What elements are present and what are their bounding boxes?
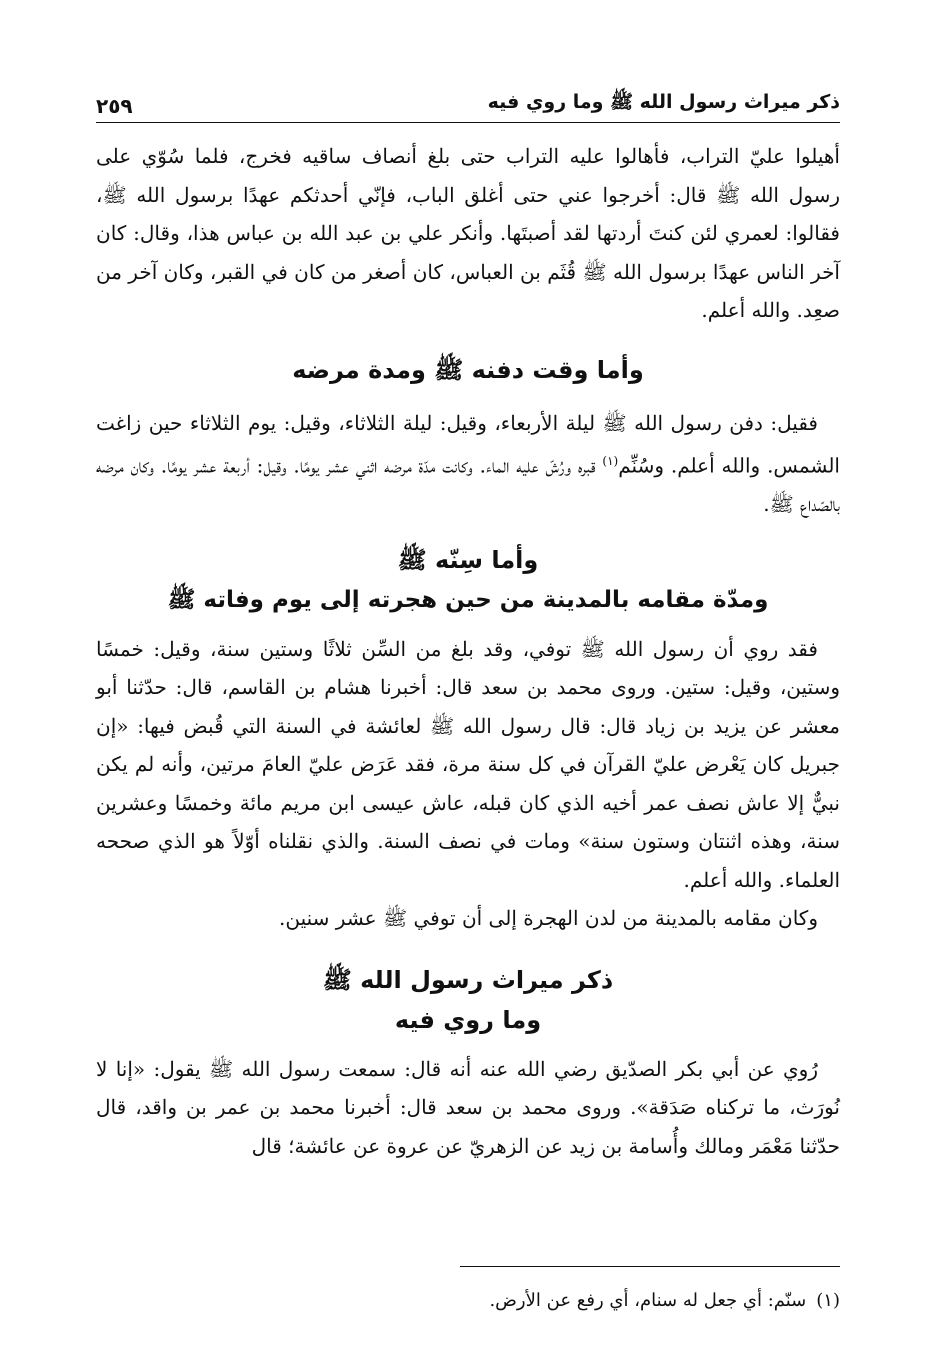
heading-inheritance: ذكر ميراث رسول الله ﷺ [322, 965, 614, 994]
footnote-marker: (١) [602, 454, 619, 468]
paragraph-burial-account: أهيلوا عليّ التراب، فأهالوا عليه التراب حتى بلغ أنصاف ساقيه فخرج، فلما سُوّي على رسول الله ﷺ قال: أخرجوا عني حتى أغلق الباب، فإنّي أحدثكم عهدًا برسول الله ﷺ، فقالوا: لعمري لئن كنتَ أردتها لقد أصبتَها. وأنكر علي بن عبد الله بن عباس هذا، وقال: كان آخر الناس عهدًا برسول الله ﷺ قُثَم بن العباس، كان أصغر من كان في القبر، وكان آخر من صعِد. والله أعلم. [96, 144, 840, 322]
heading-age: وأما سِنّه ﷺ [397, 545, 539, 574]
page-number: ٢٥٩ [96, 94, 133, 118]
paragraph-inheritance-narration: رُوي عن أبي بكر الصدّيق رضي الله عنه أنه قال: سمعت رسول الله ﷺ يقول: «إنا لا نُورَث، ما تركناه صَدَقة». وروى محمد بن سعد قال: أخبرنا محمد بن عمر بن واقد، قال حدّثنا مَعْمَر ومالك وأُسامة بن زيد عن الزهريّ عن عروة عن عائشة؛ قال [96, 1056, 840, 1158]
footnote-number: (١) [816, 1290, 840, 1311]
running-title: ذكر ميراث رسول الله ﷺ وما روي فيه [487, 91, 840, 113]
paragraph-medina-duration: وكان مقامه بالمدينة من لدن الهجرة إلى أن توفي ﷺ عشر سنين. [279, 906, 818, 931]
paragraph-burial-time [96, 404, 840, 524]
footnote-rule [460, 1266, 840, 1267]
heading-medina-stay: ومدّة مقامه بالمدينة من حين هجرته إلى يوم وفاته ﷺ [167, 586, 769, 613]
heading-burial-time: وأما وقت دفنه ﷺ ومدة مرضه [292, 355, 644, 384]
footnote [96, 1286, 840, 1316]
document-page [96, 78, 840, 1338]
paragraph-burial-time-part1: فقيل: دفن رسول الله ﷺ ليلة الأربعاء، وقيل: ليلة الثلاثاء، وقيل: يوم الثلاثاء حين زاغت الشمس. والله أعلم. وسُنِّم [96, 410, 840, 478]
heading-inheritance-narrations: وما روي فيه [394, 1005, 542, 1034]
footnote-text: سنّم: أي جعل له سنام، أي رفع عن الأرض. [489, 1290, 807, 1311]
running-header [96, 78, 840, 123]
paragraph-burial-time-part2: قبره ورُشّ عليه الماء. وكانت مدّة مرضه اثني عشر يومًا. وقيل: أربعة عشر يومًا. وكان مرضه بالصّداع ﷺ. [96, 453, 840, 517]
paragraph-age-account: فقد روي أن رسول الله ﷺ توفي، وقد بلغ من السِّن ثلاثًا وستين سنة، وقيل: خمسًا وستين، وقيل: ستين. وروى محمد بن سعد قال: أخبرنا هشام بن القاسم، قال: حدّثنا أبو معشر عن يزيد بن زياد قال: قال رسول الله ﷺ لعائشة في السنة التي قُبض فيها: «إن جبريل كان يَعْرض عليّ القرآن في كل سنة مرة، فقد عَرَض عليّ العامَ مرتين، وأنه لم يكن نبيٌّ إلا عاش نصف عمر أخيه الذي كان قبله، عاش عيسى ابن مريم مائة وخمسًا وعشرين سنة، وهذه اثنتان وستون سنة» ومات في نصف السنة. والذي نقلناه أوّلاً هو الذي صححه العلماء. والله أعلم. [96, 636, 840, 892]
